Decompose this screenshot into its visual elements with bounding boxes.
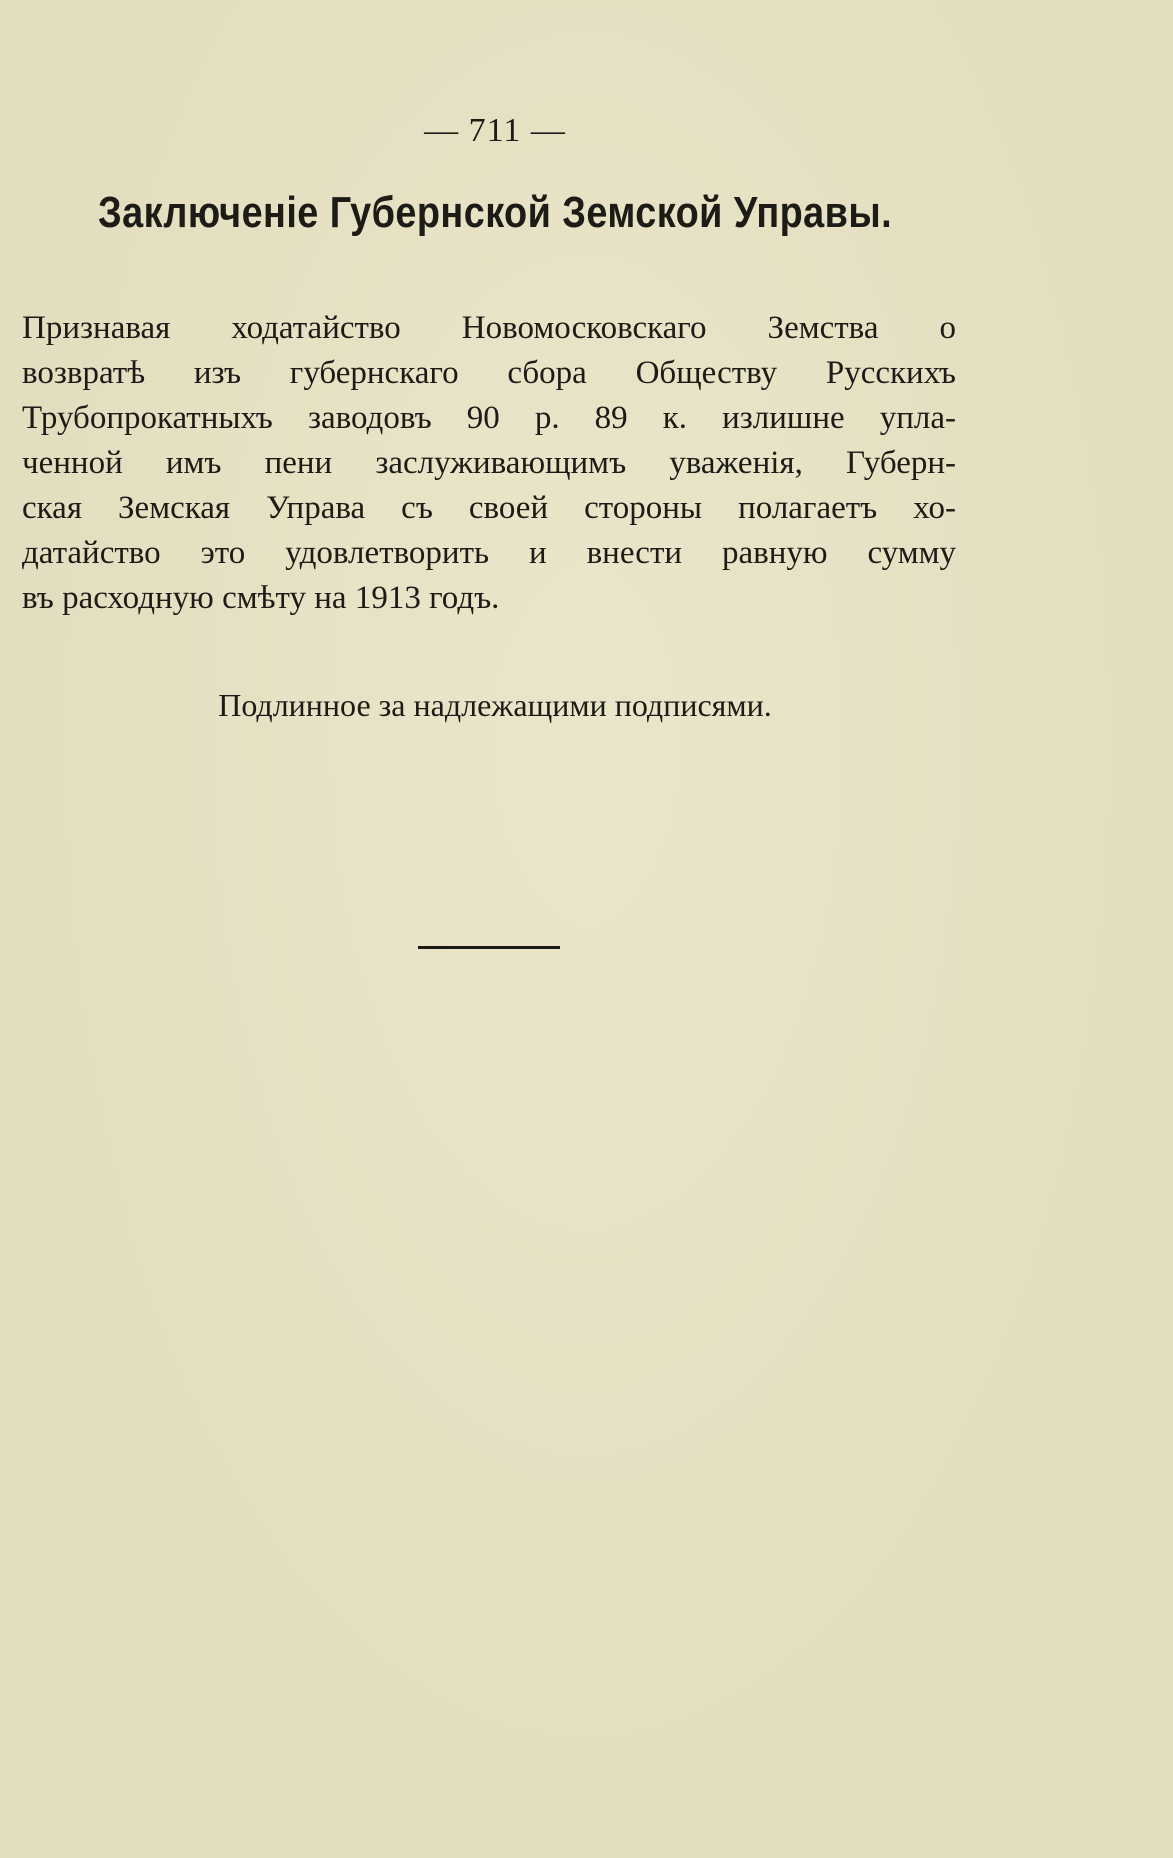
paragraph-line: датайство это удовлетворить и внести равную сумму [22, 535, 956, 571]
body-paragraph [22, 306, 956, 621]
section-divider [418, 946, 560, 949]
signature-note: Подлинное за надлежащими подписями. [218, 687, 772, 723]
section-heading: Заключенiе Губернской Земской Управы. [97, 188, 893, 237]
paragraph-line: въ расходную смѣту на 1913 годъ. [22, 580, 500, 616]
paragraph-line: Трубопрокатныхъ заводовъ 90 р. 89 к. излишне упла- [22, 400, 956, 436]
paragraph-line: ская Земская Управа съ своей стороны полагаетъ хо- [22, 490, 956, 526]
page-number: — 711 — [424, 112, 566, 149]
paragraph-line: возвратѣ изъ губернскаго сбора Обществу Русскихъ [22, 355, 956, 391]
paragraph-line: Признавая ходатайство Новомосковскаго Земства о [22, 310, 956, 346]
paragraph-line: ченной имъ пени заслуживающимъ уваженiя, Губерн- [22, 445, 956, 481]
